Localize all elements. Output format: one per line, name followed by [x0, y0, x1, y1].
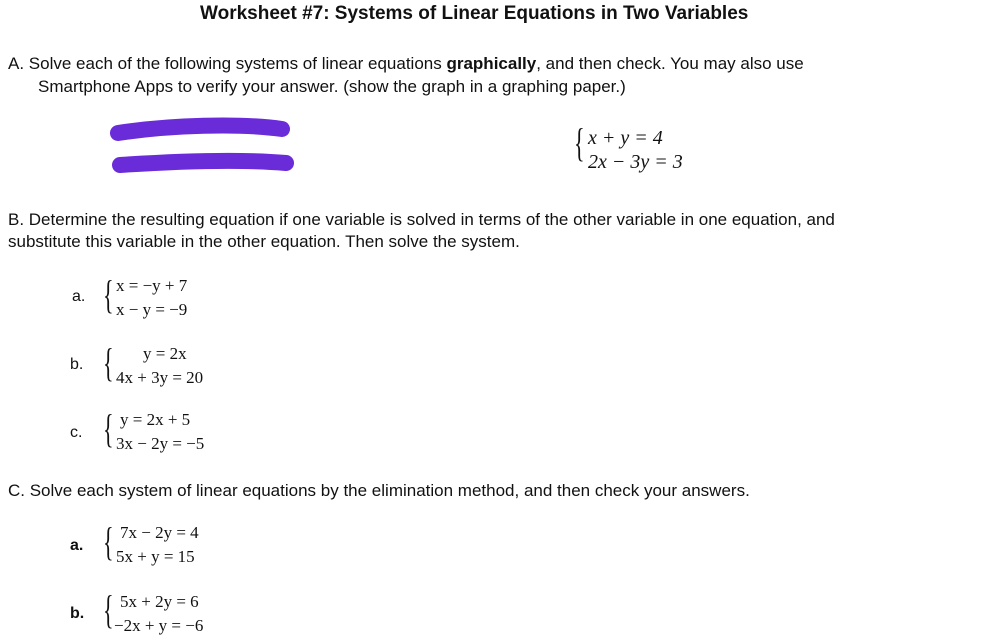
section-a-text-bold: graphically [446, 54, 537, 73]
problem-b-a [116, 274, 187, 322]
problem-b-a-eq2: x − y = −9 [116, 300, 188, 319]
redaction-marks [110, 115, 295, 185]
brace-b-c: { [103, 406, 114, 451]
problem-b-c-eq2: 3x − 2y = −5 [116, 434, 205, 453]
problem-c-a-eq2: 5x + y = 15 [116, 547, 195, 566]
section-a-instructions [8, 53, 804, 75]
problem-b-b-label: b. [70, 356, 84, 373]
system-a2-eq2: 2x − 3y = 3 [588, 151, 683, 173]
problem-b-c-label: c. [70, 424, 83, 441]
brace-a2: { [574, 120, 585, 165]
section-b-instructions: B. Determine the resulting equation if one variable is solved in terms of the other variable in one equation, and [8, 210, 835, 229]
section-a-text-pre: A. Solve each of the following systems of linear equations [8, 54, 447, 73]
worksheet-title: Worksheet #7: Systems of Linear Equations in Two Variables [200, 3, 749, 24]
problem-c-a-eq1: 7x − 2y = 4 [120, 523, 199, 542]
problem-c-a-label: a. [70, 537, 84, 554]
system-a2 [588, 126, 683, 174]
brace-c-b: { [103, 587, 114, 632]
problem-c-b-label: b. [70, 605, 85, 622]
section-a-text-post: , and then check. You may also use [536, 54, 804, 73]
problem-c-a [116, 521, 199, 569]
section-a-instructions-line2: Smartphone Apps to verify your answer. (show the graph in a graphing paper.) [38, 77, 626, 96]
brace-c-a: { [103, 519, 114, 564]
problem-c-b [114, 590, 203, 638]
problem-b-c-eq1: y = 2x + 5 [120, 410, 191, 429]
redaction-stroke-2 [120, 161, 286, 165]
problem-b-a-eq1: x = −y + 7 [116, 276, 188, 295]
section-c-instructions: C. Solve each system of linear equations by the elimination method, and then check your answers. [8, 481, 750, 500]
problem-c-b-eq2: −2x + y = −6 [114, 616, 204, 635]
brace-b-a: { [103, 272, 114, 317]
problem-b-b-eq2: 4x + 3y = 20 [116, 368, 204, 387]
problem-c-b-eq1: 5x + 2y = 6 [120, 592, 199, 611]
section-b-instructions-line2: substitute this variable in the other equation. Then solve the system. [8, 232, 520, 251]
problem-b-a-label: a. [72, 288, 86, 305]
problem-b-c [116, 408, 204, 456]
redaction-stroke-1 [118, 126, 282, 133]
system-a2-eq1: x + y = 4 [588, 127, 663, 149]
brace-b-b: { [103, 340, 114, 385]
problem-b-b-eq1: y = 2x [143, 344, 187, 363]
problem-b-b [116, 342, 203, 390]
